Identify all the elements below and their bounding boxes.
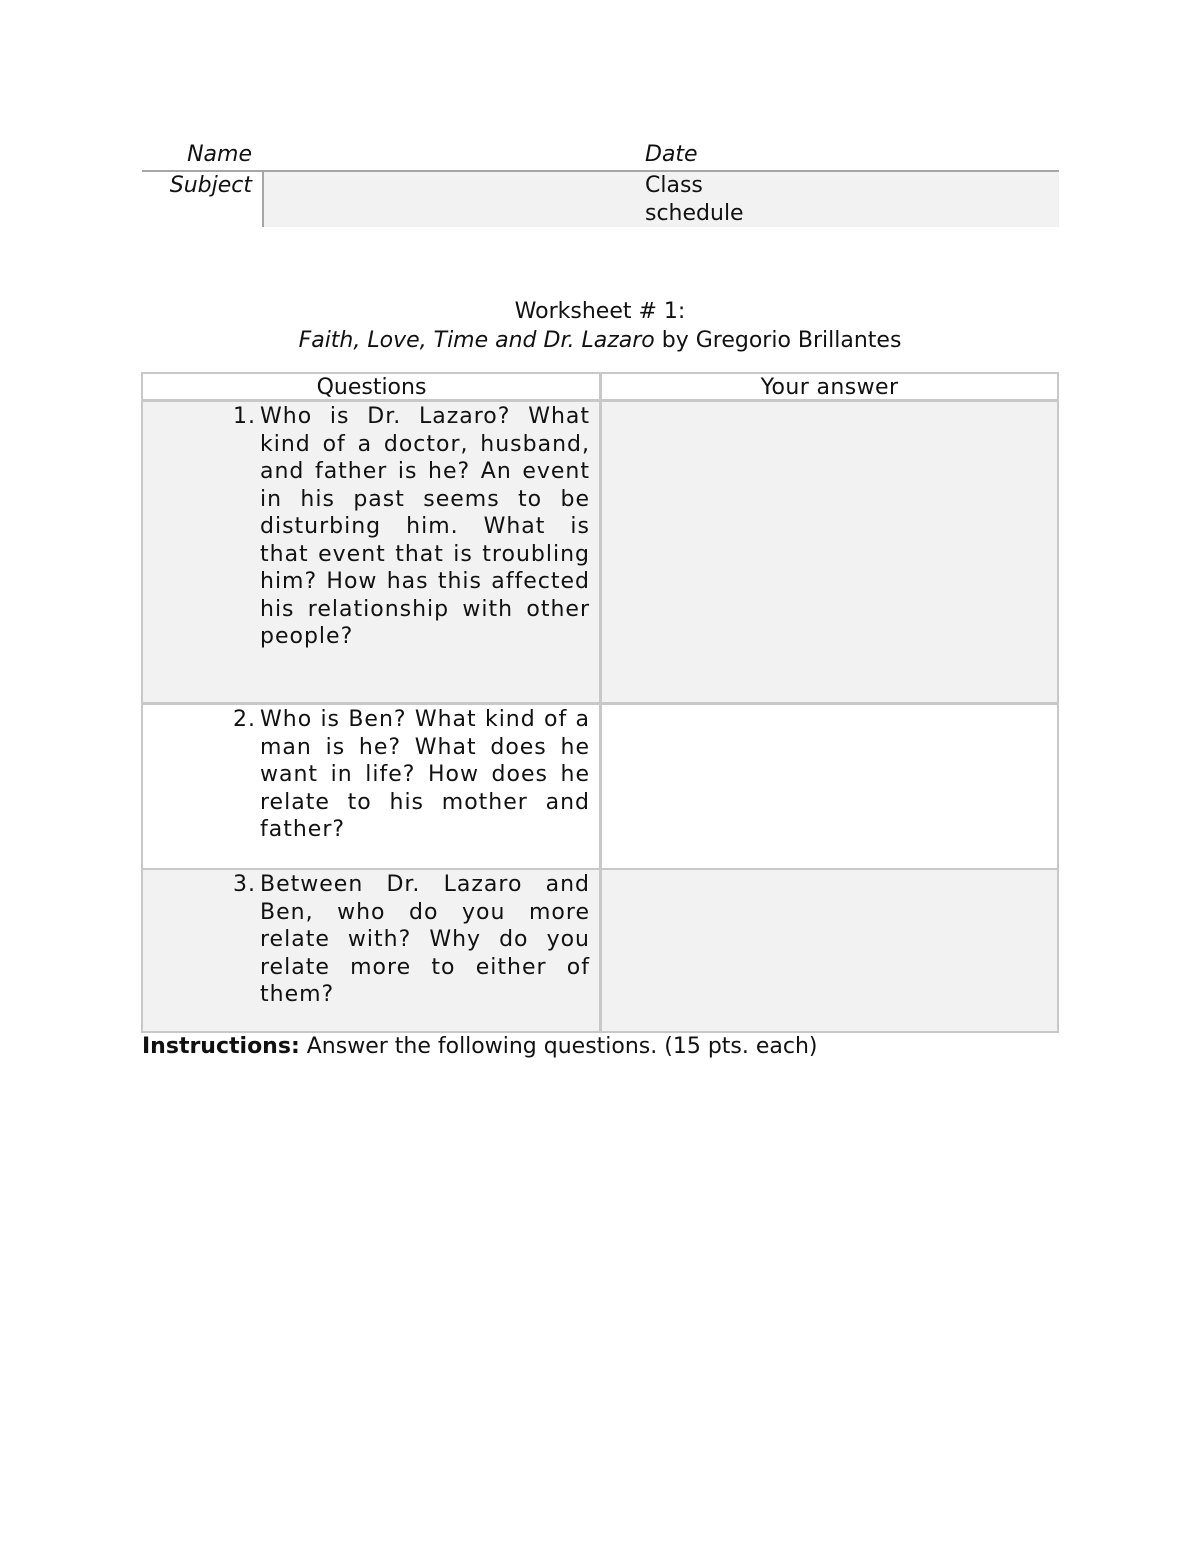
answer-column-header: Your answer xyxy=(760,375,899,400)
question-text: Who is Ben? What kind of a man is he? What does he want in life? How does he relate to his mother and father? xyxy=(260,707,590,842)
story-author: by Gregorio Brillantes xyxy=(654,328,902,353)
story-title: Faith, Love, Time and Dr. Lazaro xyxy=(298,328,655,353)
class-schedule-label: Class schedule xyxy=(645,173,744,226)
column-divider xyxy=(599,374,602,1031)
question-number: 3. xyxy=(233,872,256,897)
subject-label: Subject xyxy=(169,173,252,198)
name-label: Name xyxy=(187,142,252,167)
question-number: 2. xyxy=(233,707,256,732)
date-label: Date xyxy=(645,142,698,167)
subject-field-divider xyxy=(262,172,264,227)
instructions-text: Answer the following questions. (15 pts. each) xyxy=(299,1034,818,1059)
instructions xyxy=(142,1032,818,1062)
instructions-label: Instructions: xyxy=(142,1034,300,1059)
worksheet-title: Worksheet # 1: xyxy=(514,299,686,324)
questions-table xyxy=(141,372,1059,1033)
questions-column-header: Questions xyxy=(316,375,427,400)
question-text: Who is Dr. Lazaro? What kind of a doctor, husband, and father is he? An event in his past seems to be disturbing him. What is that event that is troubling him? How has this affected his relationship with other people? xyxy=(260,404,590,649)
question-text: Between Dr. Lazaro and Ben, who do you more relate with? Why do you relate more to either of them? xyxy=(260,872,590,1007)
worksheet-subtitle xyxy=(0,326,1200,356)
question-number: 1. xyxy=(233,404,256,429)
